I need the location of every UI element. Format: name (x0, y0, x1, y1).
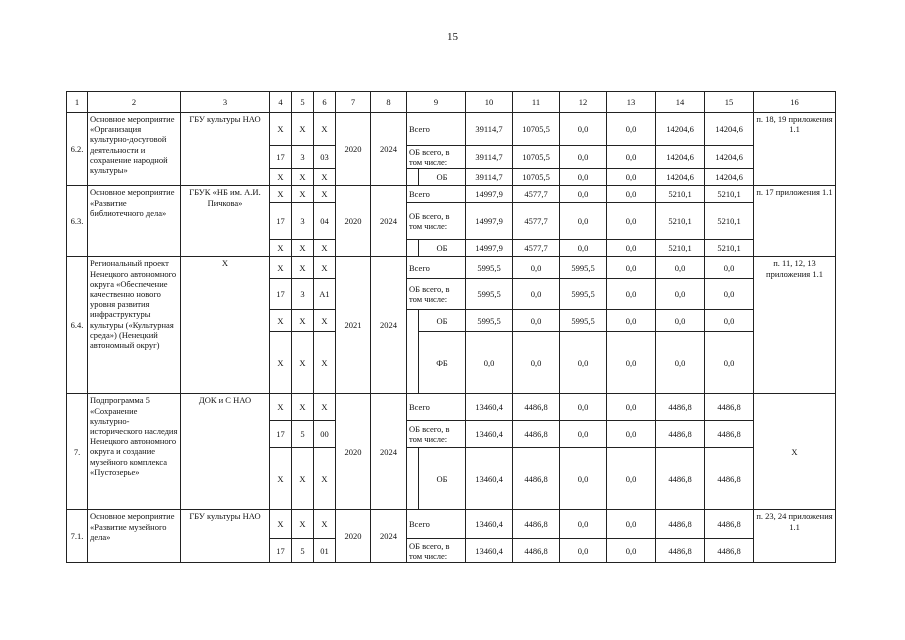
value-cell: 0,0 (607, 203, 656, 240)
value-cell: 0,0 (607, 113, 656, 146)
funding-source: Всего (407, 186, 466, 203)
funding-source: ОБ всего, в том числе: (407, 279, 466, 310)
code-cell: 17 (270, 146, 292, 169)
value-cell: 14204,6 (705, 113, 754, 146)
value-cell: 5210,1 (705, 186, 754, 203)
code-cell: 17 (270, 539, 292, 563)
value-cell: 13460,4 (466, 421, 513, 448)
value-cell: 13460,4 (466, 539, 513, 563)
value-cell: 0,0 (560, 539, 607, 563)
value-cell: 0,0 (607, 146, 656, 169)
funding-source: Всего (407, 394, 466, 421)
value-cell: 0,0 (560, 113, 607, 146)
executor: ГБУ культуры НАО (181, 510, 270, 563)
value-cell: 0,0 (607, 279, 656, 310)
table-row (67, 113, 836, 146)
code-cell: X (292, 113, 314, 146)
header-cell: 4 (270, 92, 292, 113)
event-name: Основное мероприятие «Развитие музейного дела» (88, 510, 181, 563)
code-cell: 01 (314, 539, 336, 563)
value-cell: 4486,8 (705, 510, 754, 539)
row-number: 6.3. (67, 186, 88, 257)
value-cell: 10705,5 (513, 146, 560, 169)
funding-source: ОБ всего, в том числе: (407, 146, 466, 169)
header-cell: 10 (466, 92, 513, 113)
note: X (754, 394, 836, 510)
value-cell: 0,0 (560, 332, 607, 394)
value-cell: 0,0 (656, 332, 705, 394)
value-cell: 14204,6 (705, 169, 754, 186)
code-cell: 3 (292, 203, 314, 240)
year-end: 2024 (371, 510, 407, 563)
code-cell: 17 (270, 421, 292, 448)
year-start: 2020 (336, 113, 371, 186)
value-cell: 0,0 (607, 257, 656, 279)
value-cell: 0,0 (560, 510, 607, 539)
header-cell: 6 (314, 92, 336, 113)
value-cell: 4486,8 (513, 394, 560, 421)
code-cell: X (314, 169, 336, 186)
code-cell: X (270, 394, 292, 421)
header-cell: 3 (181, 92, 270, 113)
value-cell: 5995,5 (560, 279, 607, 310)
value-cell: 0,0 (705, 332, 754, 394)
source-indent (407, 448, 419, 510)
value-cell: 4486,8 (513, 510, 560, 539)
value-cell: 14997,9 (466, 240, 513, 257)
code-cell: 00 (314, 421, 336, 448)
funding-source: ФБ (419, 332, 466, 394)
code-cell: 17 (270, 203, 292, 240)
row-number: 6.2. (67, 113, 88, 186)
value-cell: 0,0 (607, 332, 656, 394)
table-body (67, 92, 836, 563)
page-number: 15 (447, 31, 458, 43)
code-cell: X (314, 448, 336, 510)
value-cell: 0,0 (560, 421, 607, 448)
funding-source: ОБ (419, 169, 466, 186)
funding-source: ОБ (419, 310, 466, 332)
code-cell: X (292, 448, 314, 510)
value-cell: 4486,8 (656, 510, 705, 539)
value-cell: 39114,7 (466, 169, 513, 186)
value-cell: 13460,4 (466, 510, 513, 539)
code-cell: 04 (314, 203, 336, 240)
year-end: 2024 (371, 394, 407, 510)
code-cell: 5 (292, 421, 314, 448)
value-cell: 5995,5 (466, 257, 513, 279)
value-cell: 5210,1 (656, 186, 705, 203)
value-cell: 5210,1 (705, 240, 754, 257)
value-cell: 4486,8 (656, 448, 705, 510)
code-cell: 17 (270, 279, 292, 310)
code-cell: X (292, 310, 314, 332)
code-cell: X (292, 332, 314, 394)
value-cell: 5995,5 (560, 257, 607, 279)
value-cell: 0,0 (513, 279, 560, 310)
funding-source: ОБ всего, в том числе: (407, 203, 466, 240)
value-cell: 4577,7 (513, 203, 560, 240)
value-cell: 0,0 (705, 257, 754, 279)
value-cell: 4486,8 (513, 421, 560, 448)
header-cell: 15 (705, 92, 754, 113)
executor: ГБУК «НБ им. А.И. Пичкова» (181, 186, 270, 257)
row-number: 7. (67, 394, 88, 510)
value-cell: 14204,6 (656, 169, 705, 186)
value-cell: 14204,6 (656, 113, 705, 146)
note: п. 11, 12, 13 приложения 1.1 (754, 257, 836, 394)
header-cell: 7 (336, 92, 371, 113)
event-name: Региональный проект Ненецкого автономного округа «Обеспечение качественно нового уровня развития инфраструктуры культуры («Культурная среда») (Ненецкий автономный округ) (88, 257, 181, 394)
value-cell: 4486,8 (656, 421, 705, 448)
value-cell: 5995,5 (466, 279, 513, 310)
value-cell: 14204,6 (656, 146, 705, 169)
value-cell: 4486,8 (705, 539, 754, 563)
year-end: 2024 (371, 257, 407, 394)
value-cell: 0,0 (513, 310, 560, 332)
note: п. 17 приложения 1.1 (754, 186, 836, 257)
code-cell: X (314, 240, 336, 257)
code-cell: X (314, 510, 336, 539)
header-cell: 1 (67, 92, 88, 113)
year-end: 2024 (371, 186, 407, 257)
event-name: Подпрограмма 5 «Сохранение культурно-исторического наследия Ненецкого автономного округа и создание музейного комплекса «Пустозерье» (88, 394, 181, 510)
value-cell: 14204,6 (705, 146, 754, 169)
value-cell: 0,0 (560, 186, 607, 203)
funding-source: ОБ всего, в том числе: (407, 539, 466, 563)
table-row (67, 510, 836, 539)
value-cell: 13460,4 (466, 448, 513, 510)
code-cell: X (270, 332, 292, 394)
value-cell: 0,0 (560, 203, 607, 240)
code-cell: X (314, 310, 336, 332)
note: п. 18, 19 приложения 1.1 (754, 113, 836, 186)
value-cell: 0,0 (607, 448, 656, 510)
code-cell: X (270, 257, 292, 279)
year-end: 2024 (371, 113, 407, 186)
row-number: 7.1. (67, 510, 88, 563)
funding-source: Всего (407, 113, 466, 146)
value-cell: 4486,8 (656, 394, 705, 421)
value-cell: 0,0 (560, 448, 607, 510)
budget-table (66, 91, 836, 563)
header-row (67, 92, 836, 113)
executor: X (181, 257, 270, 394)
code-cell: X (292, 394, 314, 421)
value-cell: 5995,5 (560, 310, 607, 332)
year-start: 2020 (336, 510, 371, 563)
code-cell: X (292, 186, 314, 203)
value-cell: 4486,8 (656, 539, 705, 563)
value-cell: 5995,5 (466, 310, 513, 332)
value-cell: 4486,8 (513, 448, 560, 510)
header-cell: 14 (656, 92, 705, 113)
value-cell: 0,0 (560, 240, 607, 257)
value-cell: 0,0 (466, 332, 513, 394)
value-cell: 0,0 (560, 146, 607, 169)
header-cell: 2 (88, 92, 181, 113)
code-cell: X (314, 113, 336, 146)
value-cell: 4486,8 (513, 539, 560, 563)
funding-source: Всего (407, 257, 466, 279)
value-cell: 0,0 (607, 421, 656, 448)
source-indent (407, 169, 419, 186)
event-name: Основное мероприятие «Развитие библиотечного дела» (88, 186, 181, 257)
value-cell: 39114,7 (466, 146, 513, 169)
code-cell: X (314, 394, 336, 421)
value-cell: 0,0 (607, 186, 656, 203)
value-cell: 0,0 (607, 394, 656, 421)
value-cell: 5210,1 (656, 240, 705, 257)
code-cell: A1 (314, 279, 336, 310)
value-cell: 5210,1 (705, 203, 754, 240)
code-cell: X (270, 510, 292, 539)
event-name: Основное мероприятие «Организация культурно-досуговой деятельности и сохранение народной культуры» (88, 113, 181, 186)
value-cell: 0,0 (513, 332, 560, 394)
header-cell: 12 (560, 92, 607, 113)
code-cell: X (270, 186, 292, 203)
code-cell: 5 (292, 539, 314, 563)
year-start: 2021 (336, 257, 371, 394)
code-cell: X (270, 113, 292, 146)
code-cell: 3 (292, 279, 314, 310)
funding-source: ОБ всего, в том числе: (407, 421, 466, 448)
value-cell: 10705,5 (513, 169, 560, 186)
code-cell: X (270, 448, 292, 510)
code-cell: X (270, 310, 292, 332)
header-cell: 11 (513, 92, 560, 113)
year-start: 2020 (336, 186, 371, 257)
value-cell: 5210,1 (656, 203, 705, 240)
value-cell: 39114,7 (466, 113, 513, 146)
funding-source: Всего (407, 510, 466, 539)
value-cell: 0,0 (656, 257, 705, 279)
code-cell: X (270, 169, 292, 186)
value-cell: 0,0 (607, 510, 656, 539)
value-cell: 0,0 (513, 257, 560, 279)
code-cell: X (292, 510, 314, 539)
code-cell: X (314, 257, 336, 279)
code-cell: 03 (314, 146, 336, 169)
code-cell: X (292, 240, 314, 257)
executor: ГБУ культуры НАО (181, 113, 270, 186)
value-cell: 0,0 (607, 310, 656, 332)
code-cell: X (292, 169, 314, 186)
code-cell: 3 (292, 146, 314, 169)
value-cell: 4486,8 (705, 448, 754, 510)
funding-source: ОБ (419, 240, 466, 257)
header-cell: 8 (371, 92, 407, 113)
value-cell: 4486,8 (705, 394, 754, 421)
value-cell: 4577,7 (513, 186, 560, 203)
value-cell: 0,0 (560, 169, 607, 186)
value-cell: 0,0 (607, 539, 656, 563)
header-cell: 13 (607, 92, 656, 113)
value-cell: 0,0 (560, 394, 607, 421)
value-cell: 0,0 (656, 279, 705, 310)
header-cell: 5 (292, 92, 314, 113)
table-row (67, 257, 836, 279)
table-row (67, 186, 836, 203)
note: п. 23, 24 приложения 1.1 (754, 510, 836, 563)
row-number: 6.4. (67, 257, 88, 394)
funding-source: ОБ (419, 448, 466, 510)
value-cell: 0,0 (705, 310, 754, 332)
value-cell: 10705,5 (513, 113, 560, 146)
executor: ДОК и С НАО (181, 394, 270, 510)
value-cell: 13460,4 (466, 394, 513, 421)
code-cell: X (314, 186, 336, 203)
value-cell: 14997,9 (466, 186, 513, 203)
header-cell: 16 (754, 92, 836, 113)
value-cell: 0,0 (656, 310, 705, 332)
code-cell: X (314, 332, 336, 394)
value-cell: 0,0 (607, 169, 656, 186)
value-cell: 0,0 (607, 240, 656, 257)
source-indent (407, 310, 419, 394)
year-start: 2020 (336, 394, 371, 510)
value-cell: 14997,9 (466, 203, 513, 240)
value-cell: 4486,8 (705, 421, 754, 448)
table-row (67, 394, 836, 421)
value-cell: 0,0 (705, 279, 754, 310)
header-cell: 9 (407, 92, 466, 113)
code-cell: X (270, 240, 292, 257)
code-cell: X (292, 257, 314, 279)
source-indent (407, 240, 419, 257)
value-cell: 4577,7 (513, 240, 560, 257)
